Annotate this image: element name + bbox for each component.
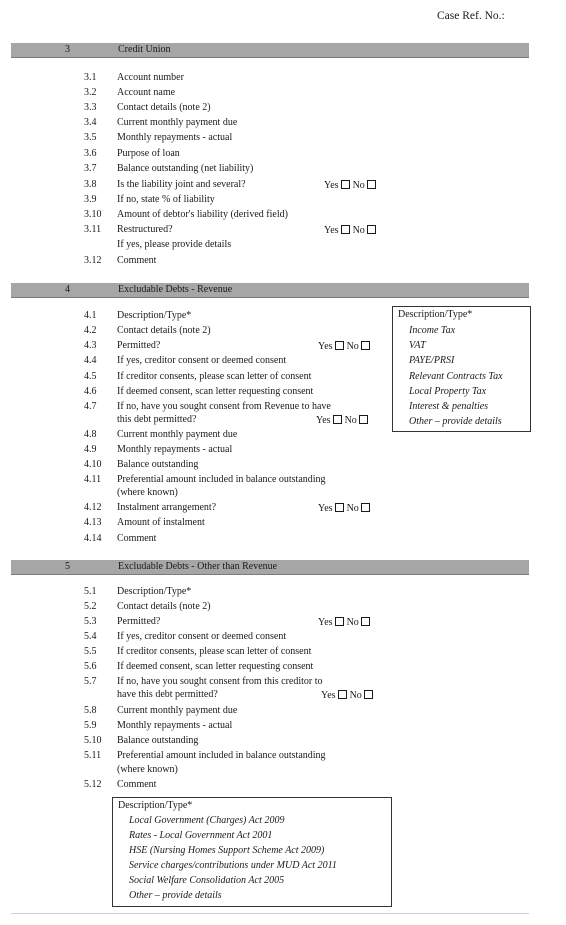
no-label: No bbox=[346, 341, 359, 352]
legend-item: Local Property Tax bbox=[409, 386, 487, 397]
item-number: 4.8 bbox=[84, 429, 97, 440]
item-label: Purpose of loan bbox=[117, 148, 180, 159]
item-label: this debt permitted? bbox=[117, 414, 197, 425]
section-title: Excludable Debts - Other than Revenue bbox=[118, 561, 278, 572]
no-label: No bbox=[346, 503, 359, 514]
item-label: If deemed consent, scan letter requesting consent bbox=[117, 661, 314, 672]
item-number: 3.12 bbox=[84, 255, 102, 266]
item-label: Account name bbox=[117, 87, 176, 98]
legend-item: Interest & penalties bbox=[409, 401, 489, 412]
item-number: 5.1 bbox=[84, 586, 97, 597]
item-label: Permitted? bbox=[117, 616, 161, 627]
no-label: No bbox=[349, 690, 362, 701]
item-number: 5.11 bbox=[84, 750, 102, 761]
item-label: Description/Type* bbox=[117, 586, 192, 597]
item-number: 4.11 bbox=[84, 474, 102, 485]
legend-item: VAT bbox=[409, 340, 426, 351]
item-number: 4.4 bbox=[84, 355, 97, 366]
no-checkbox[interactable] bbox=[364, 690, 373, 699]
other-description-legend bbox=[112, 797, 392, 907]
no-label: No bbox=[344, 415, 357, 426]
item-number: 3.2 bbox=[84, 87, 97, 98]
legend-item: HSE (Nursing Homes Support Scheme Act 2009) bbox=[129, 845, 325, 856]
item-number: 5.6 bbox=[84, 661, 97, 672]
legend-item: Local Government (Charges) Act 2009 bbox=[129, 815, 285, 826]
item-number: 3.7 bbox=[84, 163, 97, 174]
item-number: 4.13 bbox=[84, 517, 102, 528]
no-label: No bbox=[352, 180, 365, 191]
yes-label: Yes bbox=[318, 503, 333, 514]
item-number: 3.4 bbox=[84, 117, 97, 128]
item-label: Permitted? bbox=[117, 340, 161, 351]
item-label: Contact details (note 2) bbox=[117, 102, 211, 113]
item-number: 3.9 bbox=[84, 194, 97, 205]
yes-label: Yes bbox=[318, 617, 333, 628]
item-label: Instalment arrangement? bbox=[117, 502, 217, 513]
item-number: 5.4 bbox=[84, 631, 97, 642]
item-label: Monthly repayments - actual bbox=[117, 444, 233, 455]
yes-checkbox[interactable] bbox=[338, 690, 347, 699]
item-number: 4.6 bbox=[84, 386, 97, 397]
no-label: No bbox=[352, 225, 365, 236]
item-label: If yes, creditor consent or deemed consent bbox=[117, 355, 287, 366]
item-label: Account number bbox=[117, 72, 184, 83]
instalment-yes-no bbox=[318, 503, 373, 514]
legend-item: Social Welfare Consolidation Act 2005 bbox=[129, 875, 285, 886]
section-title: Credit Union bbox=[118, 44, 171, 55]
section-header-credit-union bbox=[11, 43, 529, 58]
item-number: 5.8 bbox=[84, 705, 97, 716]
item-label: If no, have you sought consent from this creditor to bbox=[117, 676, 323, 687]
item-label: Contact details (note 2) bbox=[117, 325, 211, 336]
legend-item: Service charges/contributions under MUD Act 2011 bbox=[129, 860, 337, 871]
item-number: 5.10 bbox=[84, 735, 102, 746]
yes-checkbox[interactable] bbox=[335, 341, 344, 350]
item-number: 4.7 bbox=[84, 401, 97, 412]
item-number: 5.5 bbox=[84, 646, 97, 657]
item-number: 3.5 bbox=[84, 132, 97, 143]
item-label: If yes, creditor consent or deemed consent bbox=[117, 631, 287, 642]
item-label: Preferential amount included in balance outstanding bbox=[117, 474, 326, 485]
no-checkbox[interactable] bbox=[361, 341, 370, 350]
yes-checkbox[interactable] bbox=[335, 503, 344, 512]
legend-heading: Description/Type* bbox=[118, 800, 193, 811]
legend-item: Other – provide details bbox=[409, 416, 502, 427]
item-number: 5.12 bbox=[84, 779, 102, 790]
item-label: (where known) bbox=[117, 764, 178, 775]
item-number: 3.3 bbox=[84, 102, 97, 113]
item-number: 3.11 bbox=[84, 224, 102, 235]
item-label: Comment bbox=[117, 779, 157, 790]
item-label: Monthly repayments - actual bbox=[117, 132, 233, 143]
item-label: Amount of debtor's liability (derived field) bbox=[117, 209, 288, 220]
yes-checkbox[interactable] bbox=[341, 180, 350, 189]
item-label: If deemed consent, scan letter requesting consent bbox=[117, 386, 314, 397]
item-label: If no, state % of liability bbox=[117, 194, 215, 205]
consent-sought-yes-no bbox=[316, 415, 371, 426]
yes-label: Yes bbox=[324, 180, 339, 191]
bottom-divider bbox=[11, 913, 529, 914]
no-checkbox[interactable] bbox=[367, 180, 376, 189]
section-number: 5 bbox=[65, 561, 70, 572]
item-number: 3.1 bbox=[84, 72, 97, 83]
revenue-description-legend bbox=[392, 306, 531, 432]
permitted-yes-no bbox=[318, 341, 373, 352]
item-number: 4.1 bbox=[84, 310, 97, 321]
item-number: 4.10 bbox=[84, 459, 102, 470]
item-number: 5.9 bbox=[84, 720, 97, 731]
item-label: Monthly repayments - actual bbox=[117, 720, 233, 731]
yes-label: Yes bbox=[321, 690, 336, 701]
item-label: If yes, please provide details bbox=[117, 239, 232, 250]
no-checkbox[interactable] bbox=[361, 503, 370, 512]
joint-several-yes-no bbox=[324, 180, 379, 191]
item-label: Preferential amount included in balance outstanding bbox=[117, 750, 326, 761]
item-label: Description/Type* bbox=[117, 310, 192, 321]
case-ref-label: Case Ref. No.: bbox=[437, 10, 505, 22]
no-checkbox[interactable] bbox=[367, 225, 376, 234]
yes-label: Yes bbox=[316, 415, 331, 426]
legend-item: Relevant Contracts Tax bbox=[409, 371, 503, 382]
item-label: Is the liability joint and several? bbox=[117, 179, 246, 190]
restructured-yes-no bbox=[324, 225, 379, 236]
section-number: 3 bbox=[65, 44, 70, 55]
item-label: Balance outstanding (net liability) bbox=[117, 163, 254, 174]
item-label: If no, have you sought consent from Revenue to have bbox=[117, 401, 331, 412]
no-checkbox[interactable] bbox=[361, 617, 370, 626]
legend-item: Rates - Local Government Act 2001 bbox=[129, 830, 273, 841]
legend-item: PAYE/PRSI bbox=[409, 355, 455, 366]
item-number: 5.7 bbox=[84, 676, 97, 687]
section-title: Excludable Debts - Revenue bbox=[118, 284, 233, 295]
item-label: Current monthly payment due bbox=[117, 429, 238, 440]
no-label: No bbox=[346, 617, 359, 628]
section-number: 4 bbox=[65, 284, 70, 295]
item-number: 4.5 bbox=[84, 371, 97, 382]
item-number: 4.9 bbox=[84, 444, 97, 455]
item-label: Amount of instalment bbox=[117, 517, 205, 528]
item-label: Restructured? bbox=[117, 224, 173, 235]
item-label: If creditor consents, please scan letter of consent bbox=[117, 371, 312, 382]
consent-sought-yes-no bbox=[321, 690, 376, 701]
item-number: 4.14 bbox=[84, 533, 102, 544]
item-label: Balance outstanding bbox=[117, 735, 199, 746]
yes-label: Yes bbox=[318, 341, 333, 352]
yes-checkbox[interactable] bbox=[333, 415, 342, 424]
item-number: 5.2 bbox=[84, 601, 97, 612]
item-label: Current monthly payment due bbox=[117, 705, 238, 716]
legend-heading: Description/Type* bbox=[398, 309, 473, 320]
item-number: 3.8 bbox=[84, 179, 97, 190]
item-number: 4.3 bbox=[84, 340, 97, 351]
yes-checkbox[interactable] bbox=[335, 617, 344, 626]
item-label: If creditor consents, please scan letter of consent bbox=[117, 646, 312, 657]
no-checkbox[interactable] bbox=[359, 415, 368, 424]
item-number: 4.12 bbox=[84, 502, 102, 513]
section-header-other-than-revenue bbox=[11, 560, 529, 575]
item-number: 3.6 bbox=[84, 148, 97, 159]
item-label: (where known) bbox=[117, 487, 178, 498]
section-header-revenue bbox=[11, 283, 529, 298]
permitted-yes-no bbox=[318, 617, 373, 628]
item-number: 5.3 bbox=[84, 616, 97, 627]
yes-checkbox[interactable] bbox=[341, 225, 350, 234]
item-label: Current monthly payment due bbox=[117, 117, 238, 128]
item-label: have this debt permitted? bbox=[117, 689, 218, 700]
yes-label: Yes bbox=[324, 225, 339, 236]
legend-item: Income Tax bbox=[409, 325, 456, 336]
item-number: 3.10 bbox=[84, 209, 102, 220]
item-label: Comment bbox=[117, 255, 157, 266]
item-label: Contact details (note 2) bbox=[117, 601, 211, 612]
item-number: 4.2 bbox=[84, 325, 97, 336]
item-label: Comment bbox=[117, 533, 157, 544]
item-label: Balance outstanding bbox=[117, 459, 199, 470]
legend-item: Other – provide details bbox=[129, 890, 222, 901]
